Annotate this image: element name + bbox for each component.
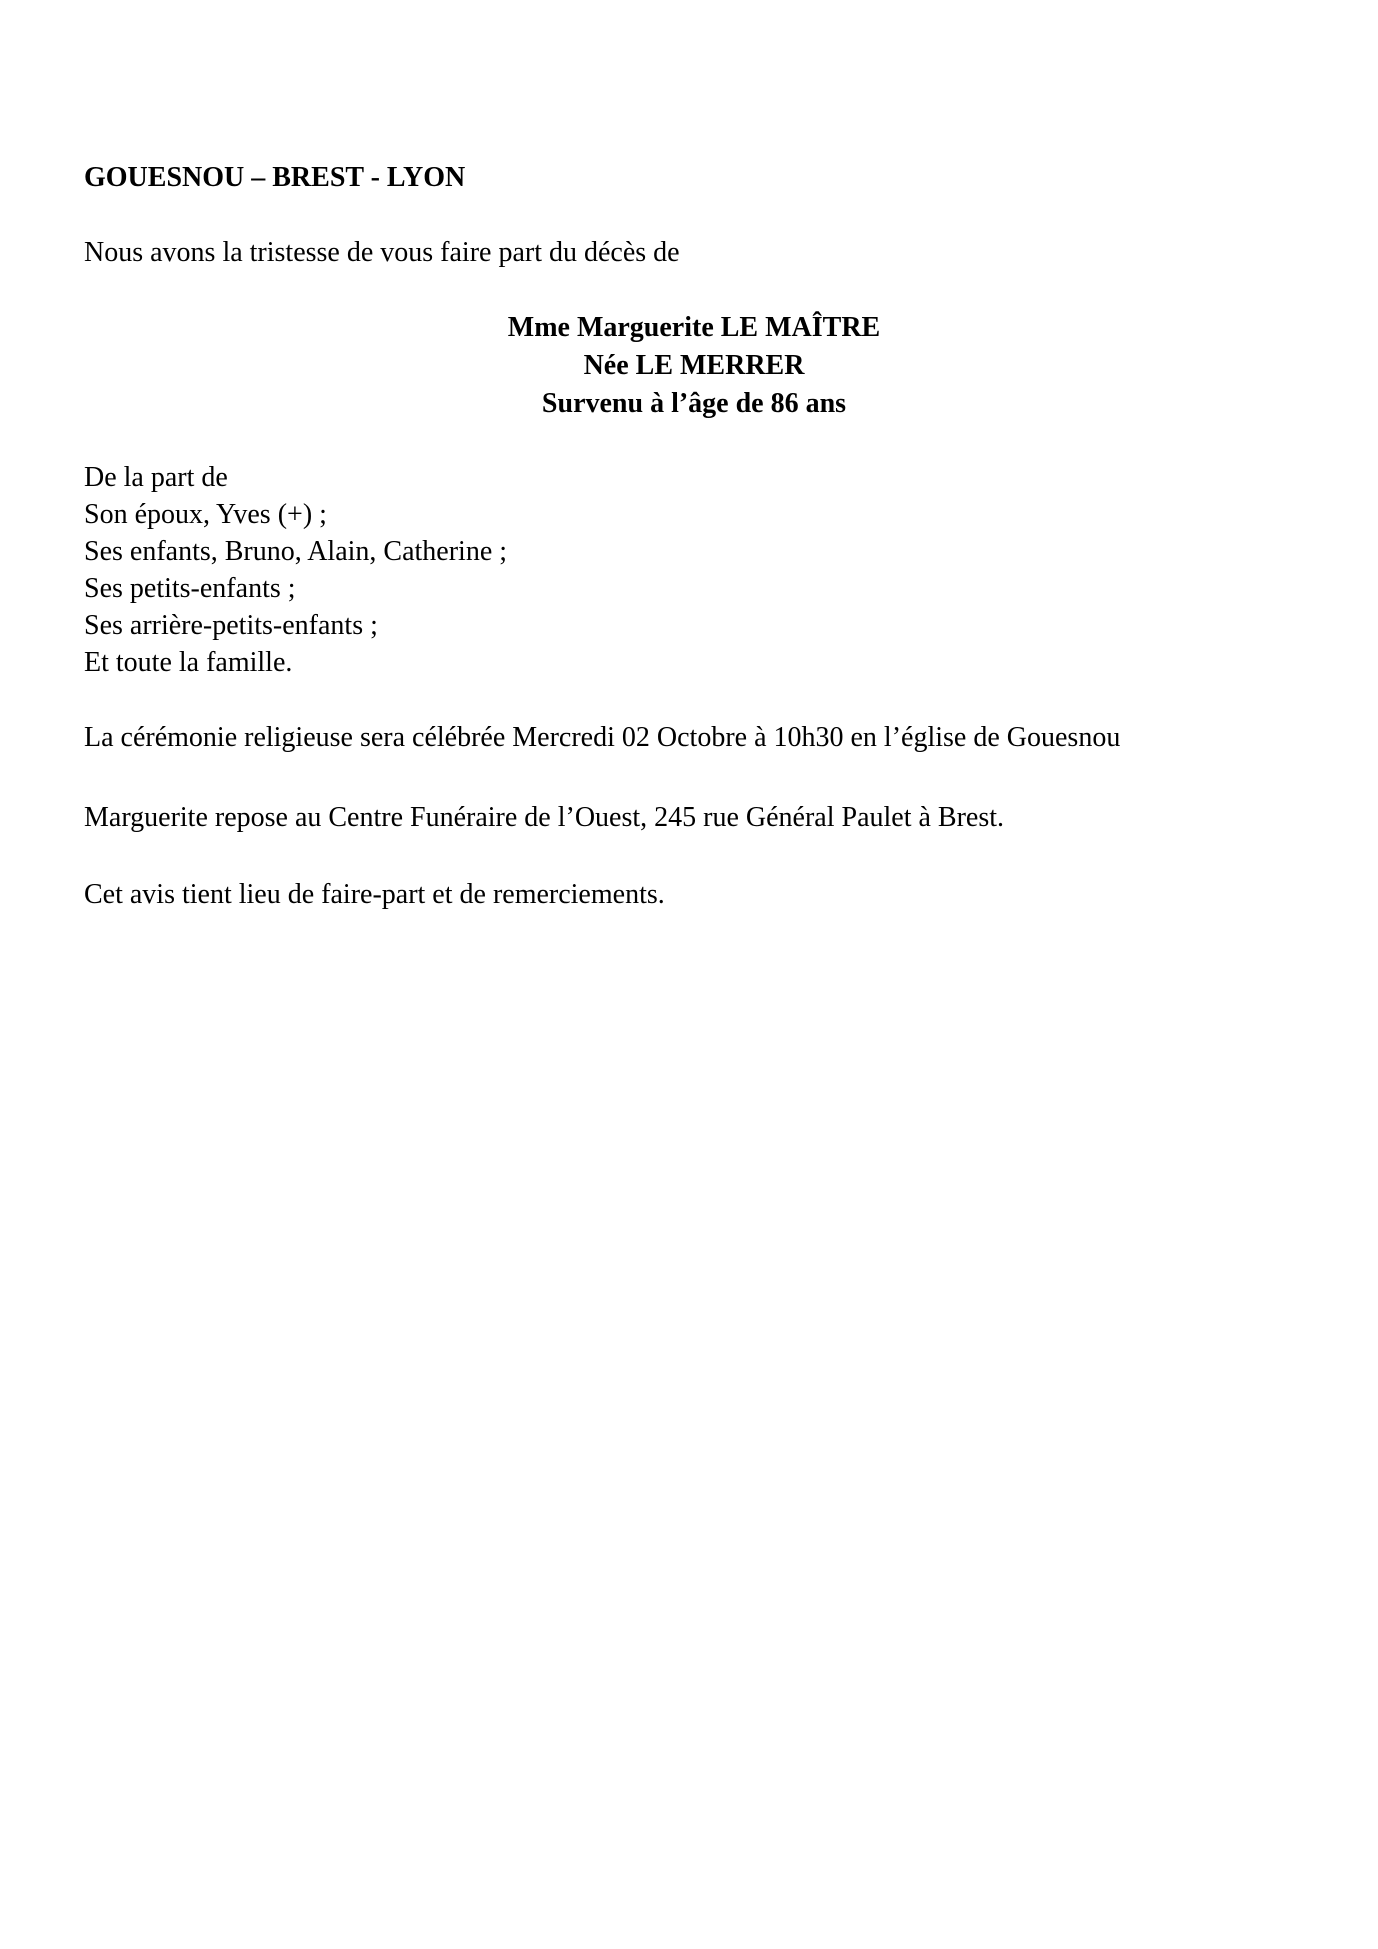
family-member: Ses arrière-petits-enfants ;	[84, 610, 378, 641]
deceased-name: Mme Marguerite LE MAÎTRE	[507, 312, 881, 343]
rest-place-text: Marguerite repose au Centre Funéraire de l’Ouest, 245 rue Général Paulet à Brest.	[84, 802, 1005, 833]
deceased-age: Survenu à l’âge de 86 ans	[541, 388, 847, 419]
intro-text: Nous avons la tristesse de vous faire part du décès de	[84, 237, 680, 268]
heading: GOUESNOU – BREST - LYON	[84, 162, 466, 193]
family-member: Son époux, Yves (+) ;	[84, 499, 327, 530]
deceased-birth-name: Née LE MERRER	[583, 350, 805, 381]
ceremony-text: La cérémonie religieuse sera célébrée Mercredi 02 Octobre à 10h30 en l’église de Gouesnou	[84, 722, 1121, 753]
family-member: Ses enfants, Bruno, Alain, Catherine ;	[84, 536, 508, 567]
family-member: Et toute la famille.	[84, 647, 293, 678]
closing-text: Cet avis tient lieu de faire-part et de remerciements.	[84, 879, 665, 910]
family-member: Ses petits-enfants ;	[84, 573, 296, 604]
family-label: De la part de	[84, 462, 228, 493]
